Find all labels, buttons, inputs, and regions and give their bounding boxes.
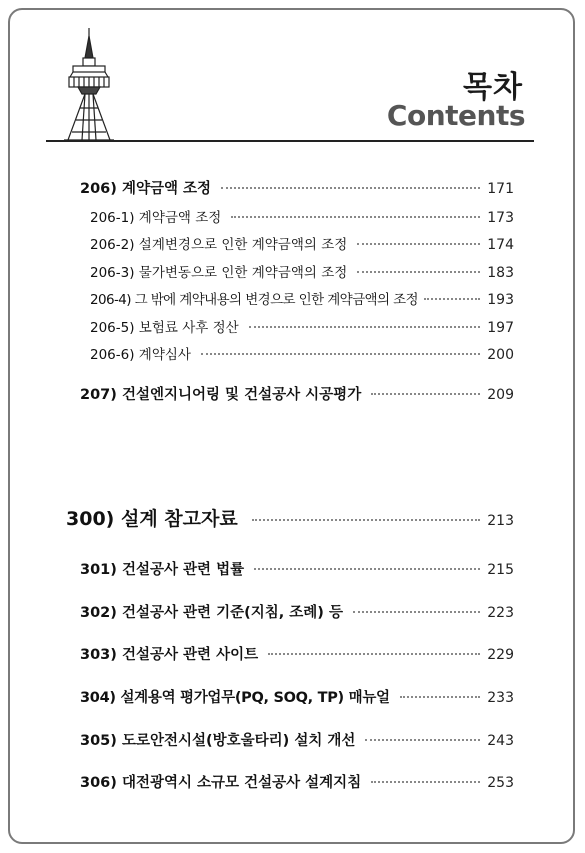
toc-page-number: 173 xyxy=(487,210,514,226)
toc-entry-206-5[interactable] xyxy=(0,316,585,336)
toc-page-number: 200 xyxy=(487,347,514,363)
toc-page-number: 213 xyxy=(487,513,514,529)
toc-page-number: 174 xyxy=(487,237,514,253)
toc-entry-label: 206-1) 계약금액 조정 xyxy=(90,210,222,226)
toc-entry-label: 304) 설계용역 평가업무(PQ, SOQ, TP) 매뉴얼 xyxy=(80,690,390,706)
toc-entry-301[interactable] xyxy=(0,558,585,579)
dot-leader xyxy=(201,353,480,355)
toc-entry-label: 206-3) 물가변동으로 인한 계약금액의 조정 xyxy=(90,265,348,281)
toc-entry-label: 206-6) 계약심사 xyxy=(90,347,191,363)
dot-leader xyxy=(353,611,480,613)
toc-entry-label: 302) 건설공사 관련 기준(지침, 조례) 등 xyxy=(80,605,343,621)
dot-leader xyxy=(357,243,480,245)
page-title-english: Contents xyxy=(386,99,525,132)
dot-leader xyxy=(424,298,480,300)
toc-page-number: 223 xyxy=(487,605,514,621)
toc-entry-306[interactable] xyxy=(0,771,585,792)
tower-logo-icon xyxy=(60,28,118,142)
dot-leader xyxy=(249,326,481,328)
toc-page-number: 209 xyxy=(487,387,514,403)
dot-leader xyxy=(365,739,480,741)
dot-leader xyxy=(357,271,480,273)
dot-leader xyxy=(221,187,480,189)
toc-page-number: 243 xyxy=(487,733,514,749)
toc-entry-206-1[interactable] xyxy=(0,206,585,226)
header-divider xyxy=(46,140,534,142)
toc-section-label: 300) 설계 참고자료 xyxy=(66,508,238,530)
toc-entry-label: 206-2) 설계변경으로 인한 계약금액의 조정 xyxy=(90,237,348,253)
toc-entry-206-4[interactable] xyxy=(0,288,585,308)
toc-entry-206-2[interactable] xyxy=(0,233,585,253)
toc-entry-label: 206-5) 보험료 사후 정산 xyxy=(90,320,239,336)
toc-entry-206-3[interactable] xyxy=(0,261,585,281)
toc-entry-label: 306) 대전광역시 소규모 건설공사 설계지침 xyxy=(80,775,362,791)
toc-entry-303[interactable] xyxy=(0,643,585,664)
toc-entry-206-6[interactable] xyxy=(0,343,585,363)
dot-leader xyxy=(231,216,480,218)
toc-entry-label: 305) 도로안전시설(방호울타리) 설치 개선 xyxy=(80,733,356,749)
toc-entry-label: 207) 건설엔지니어링 및 건설공사 시공평가 xyxy=(80,387,362,403)
toc-page-number: 171 xyxy=(487,181,514,197)
toc-entry-302[interactable] xyxy=(0,601,585,622)
toc-entry-label: 303) 건설공사 관련 사이트 xyxy=(80,647,259,663)
toc-page-number: 183 xyxy=(487,265,514,281)
toc-page-number: 215 xyxy=(487,562,514,578)
dot-leader xyxy=(400,696,481,698)
toc-page-number: 193 xyxy=(487,292,514,308)
toc-entry-207[interactable] xyxy=(0,383,585,404)
toc-entry-label: 206-4) 그 밖에 계약내용의 변경으로 인한 계약금액의 조정 xyxy=(90,292,418,308)
toc-section-300[interactable] xyxy=(0,504,585,531)
dot-leader xyxy=(268,653,480,655)
dot-leader xyxy=(254,568,480,570)
toc-page-number: 197 xyxy=(487,320,514,336)
toc-entry-206[interactable] xyxy=(0,177,585,198)
page-title-korean: 목차 xyxy=(463,70,523,105)
dot-leader xyxy=(371,393,480,395)
toc-page-number: 253 xyxy=(487,775,514,791)
toc-entry-label: 301) 건설공사 관련 법률 xyxy=(80,562,245,578)
toc-page-number: 229 xyxy=(487,647,514,663)
dot-leader xyxy=(252,519,481,521)
toc-page-number: 233 xyxy=(487,690,514,706)
dot-leader xyxy=(371,781,480,783)
toc-entry-304[interactable] xyxy=(0,686,585,707)
toc-entry-305[interactable] xyxy=(0,729,585,750)
toc-entry-label: 206) 계약금액 조정 xyxy=(80,181,212,197)
